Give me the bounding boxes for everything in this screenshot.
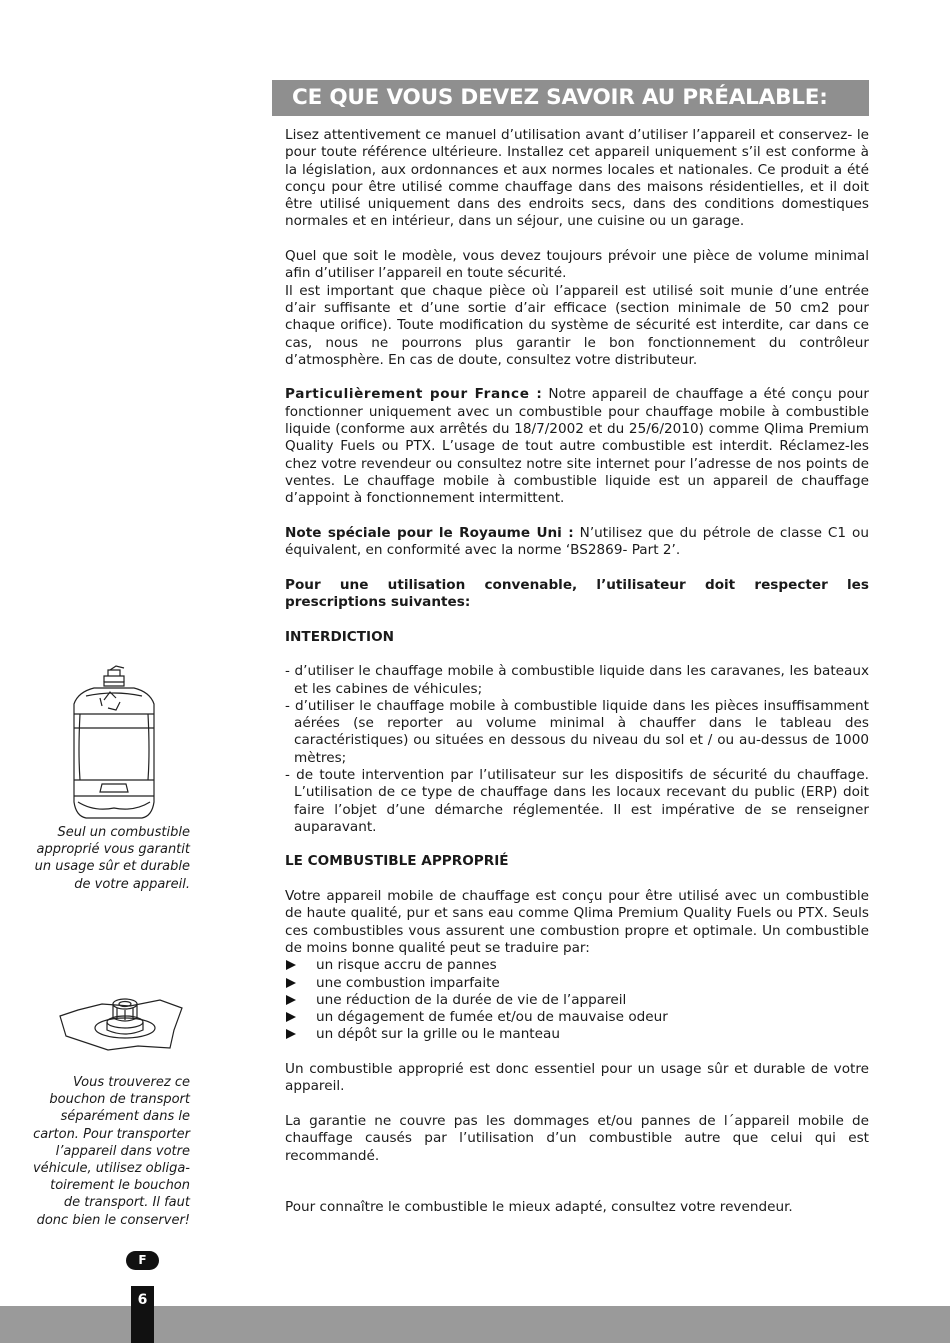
france-label: Particulièrement pour France : [285,386,543,403]
main-content [285,127,869,1234]
transport-cap-caption: Vous trouverez ce bouchon de transport séparément dans le carton. Pour transporter l’appareil dans votre véhicule, utilisez obliga-toirement le bouchon de transport. Il faut donc bien le conserver! [32,1075,190,1228]
interdiction-list [285,663,869,836]
list-item: - d’utiliser le chauffage mobile à combustible liquide dans les pièces insuffisamment aérées (se reporter au volume minimal à chauffer dans le tableau des caractéristiques) ou situées en dessous du niveau du sol et / ou au-dessus de 1000 mètres; [285,697,869,766]
arrow-bullet-icon [286,960,296,970]
garantie-paragraph: La garantie ne couvre pas les dommages et/ou pannes de l´appareil mobile de chauffage causés par l’utilisation d’un combustible autre que celui qui est recommandé. [285,1112,869,1164]
combustible-paragraph: Votre appareil mobile de chauffage est conçu pour être utilisé avec un combustible de haute qualité, pur et sans eau comme Qlima Premium Quality Fuels ou PTX. Seuls ces combustibles vous assurent une combustion propre et optimale. Un combustible de moins bonne qualité peut se traduire par: [285,888,869,956]
list-item: une réduction de la durée de vie de l’appareil [285,992,869,1009]
section-title: CE QUE VOUS DEVEZ SAVOIR AU PRÉALABLE: [272,80,869,116]
uk-label: Note spéciale pour le Royaume Uni : [285,524,574,541]
arrow-bullet-icon [286,1012,296,1022]
combustible-heading: LE COMBUSTIBLE APPROPRIÉ [285,853,509,870]
fuel-canister-icon [64,662,164,822]
prescriptions-heading: Pour une utilisation convenable, l’utilisateur doit respecter les prescriptions suivantes: [285,576,869,611]
uk-text: N’utilisez que du pétrole de classe C1 ou équivalent, en conformité avec la norme ‘BS2869- Part 2’. [285,524,869,559]
list-item: un dégagement de fumée et/ou de mauvaise odeur [285,1009,869,1026]
language-badge: F [126,1251,159,1270]
revendeur-paragraph: Pour connaître le combustible le mieux adapté, consultez votre revendeur. [285,1199,793,1216]
list-item: - de toute intervention par l’utilisateur sur les dispositifs de sécurité du chauffage. L’utilisation de ce type de chauffage dans les locaux recevant du public (ERP) doit faire l’objet d’une démarche réglementée. Il est impérative de se renseigner auparavant. [285,766,869,835]
combustible-list [285,957,869,1043]
transport-cap-icon [58,990,188,1056]
list-item: une combustion imparfaite [285,975,869,992]
arrow-bullet-icon [286,978,296,988]
essential-paragraph: Un combustible approprié est donc essentiel pour un usage sûr et durable de votre appareil. [285,1061,869,1095]
interdiction-heading: INTERDICTION [285,628,395,645]
list-item: un risque accru de pannes [285,957,869,974]
intro-paragraph-1: Lisez attentivement ce manuel d’utilisation avant d’utiliser l’appareil et conservez- le pour toute référence ultérieure. Installez cet appareil uniquement s’il est conforme à la législation, aux ordonnances et aux normes locales et nationales. Ce produit a été conçu pour être utilisé comme chauffage dans des maisons résidentielles, et il doit être utilisé uniquement dans des endroits secs, dans des conditions domestiques normales et en intérieur, dans un séjour, une cuisine ou un garage. [285,127,869,230]
spacer [285,1182,869,1199]
page-number: 6 [131,1286,154,1343]
arrow-bullet-icon [286,1029,296,1039]
arrow-bullet-icon [286,995,296,1005]
france-text: Notre appareil de chauffage a été conçu pour fonctionner uniquement avec un combustible pour chauffage mobile à combustible liquide (conforme aux arrêtés du 18/7/2002 et du 25/6/2010) comme Qlima Premium Quality Fuels ou PTX. L’usage de tout autre combustible est interdit. Réclamez-les chez votre revendeur ou consultez notre site internet pour l’adresse de nos points de ventes. Le chauffage mobile à combustible liquide est un appareil de chauffage d’appoint à fonctionnement intermittent. [285,386,869,507]
intro-paragraph-3: Il est important que chaque pièce où l’appareil est utilisé soit munie d’une entrée d’air suffisante et d’une sortie d’air efficace (section minimale de 50 cm2 pour chaque orifice). Toute modification du système de sécurité est interdite, car dans ce cas, nous ne pourrons plus garantir le bon fonctionnement du contrôleur d’atmosphère. En cas de doute, consultez votre distributeur. [285,282,869,368]
list-item: un dépôt sur la grille ou le manteau [285,1026,869,1043]
canister-caption: Seul un combustible approprié vous garantit un usage sûr et durable de votre appareil. [34,825,190,892]
france-paragraph [285,386,869,507]
intro-paragraph-2: Quel que soit le modèle, vous devez toujours prévoir une pièce de volume minimal afin d’utiliser l’appareil en toute sécurité. [285,248,869,282]
uk-paragraph [285,525,869,560]
list-item: - d’utiliser le chauffage mobile à combustible liquide dans les caravanes, les bateaux et les cabines de véhicules; [285,663,869,697]
